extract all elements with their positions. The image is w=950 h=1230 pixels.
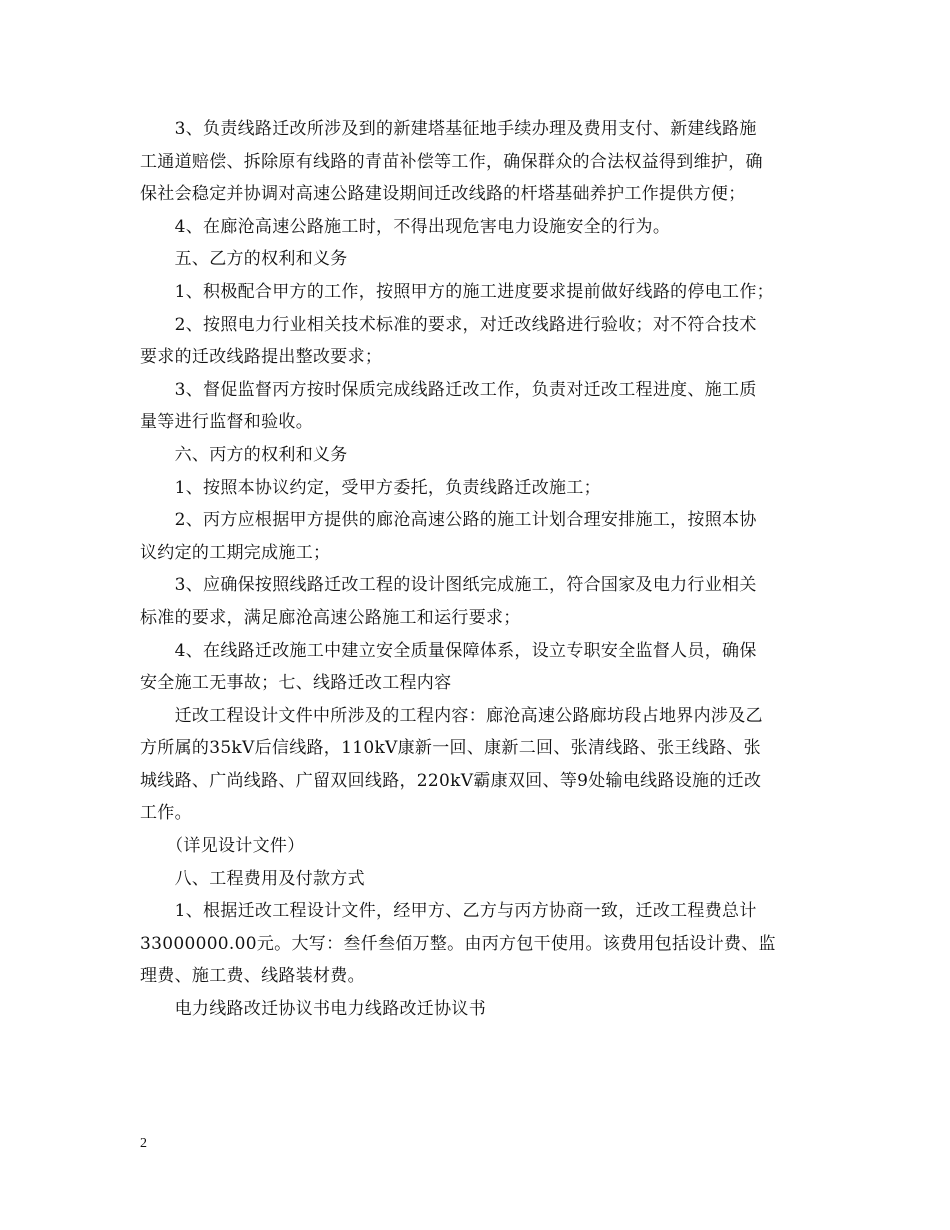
text-line: 4、在线路迁改施工中建立安全质量保障体系，设立专职安全监督人员，确保 <box>140 640 757 661</box>
text-line: 33000000.00元。大写：叁仟叁佰万整。由丙方包干使用。该费用包括设计费、监 <box>140 933 776 954</box>
text-line: 1、根据迁改工程设计文件，经甲方、乙方与丙方协商一致，迁改工程费总计 <box>140 901 757 922</box>
text-line: 工通道赔偿、拆除原有线路的青苗补偿等工作，确保群众的合法权益得到维护，确 <box>140 151 763 172</box>
text-line: 3、督促监督丙方按时保质完成线路迁改工作，负责对迁改工程进度、施工质 <box>140 379 757 400</box>
text-line: 理费、施工费、线路装材费。 <box>140 966 365 987</box>
text-line: 4、在廊沧高速公路施工时，不得出现危害电力设施安全的行为。 <box>140 216 671 237</box>
text-line: 3、应确保按照线路迁改工程的设计图纸完成施工，符合国家及电力行业相关 <box>140 575 757 596</box>
text-line: 标准的要求，满足廊沧高速公路施工和运行要求； <box>140 607 521 628</box>
text-line: 安全施工无事故；七、线路迁改工程内容 <box>140 673 452 694</box>
text-line: 议约定的工期完成施工； <box>140 542 331 563</box>
text-line: 方所属的35kV后信线路，110kV康新一回、康新二回、张清线路、张王线路、张 <box>140 738 761 759</box>
text-line: 2、丙方应根据甲方提供的廊沧高速公路的施工计划合理安排施工，按照本协 <box>140 510 757 531</box>
section-heading: 八、工程费用及付款方式 <box>140 868 365 889</box>
text-line: 城线路、广尚线路、广留双回线路，220kV霸康双回、等9处输电线路设施的迁改 <box>140 770 762 791</box>
text-line: 电力线路改迁协议书电力线路改迁协议书 <box>140 999 486 1020</box>
body-text <box>140 113 820 1026</box>
text-line: 2、按照电力行业相关技术标准的要求，对迁改线路进行验收；对不符合技术 <box>140 314 757 335</box>
document-body <box>140 113 820 1026</box>
text-line: 要求的迁改线路提出整改要求； <box>140 347 383 368</box>
text-line: （详见设计文件） <box>140 836 305 857</box>
text-line: 保社会稳定并协调对高速公路建设期间迁改线路的杆塔基础养护工作提供方便； <box>140 184 746 205</box>
section-heading: 五、乙方的权利和义务 <box>140 249 348 270</box>
page-number: 2 <box>140 1136 147 1151</box>
text-line: 1、积极配合甲方的工作，按照甲方的施工进度要求提前做好线路的停电工作； <box>140 281 774 302</box>
section-heading: 六、丙方的权利和义务 <box>140 444 348 465</box>
text-line: 3、负责线路迁改所涉及到的新建塔基征地手续办理及费用支付、新建线路施 <box>140 119 757 139</box>
text-line: 量等进行监督和验收。 <box>140 412 313 433</box>
text-line: 工作。 <box>140 803 192 824</box>
text-line: 1、按照本协议约定，受甲方委托，负责线路迁改施工； <box>140 477 601 498</box>
text-line: 迁改工程设计文件中所涉及的工程内容：廊沧高速公路廊坊段占地界内涉及乙 <box>140 705 763 726</box>
